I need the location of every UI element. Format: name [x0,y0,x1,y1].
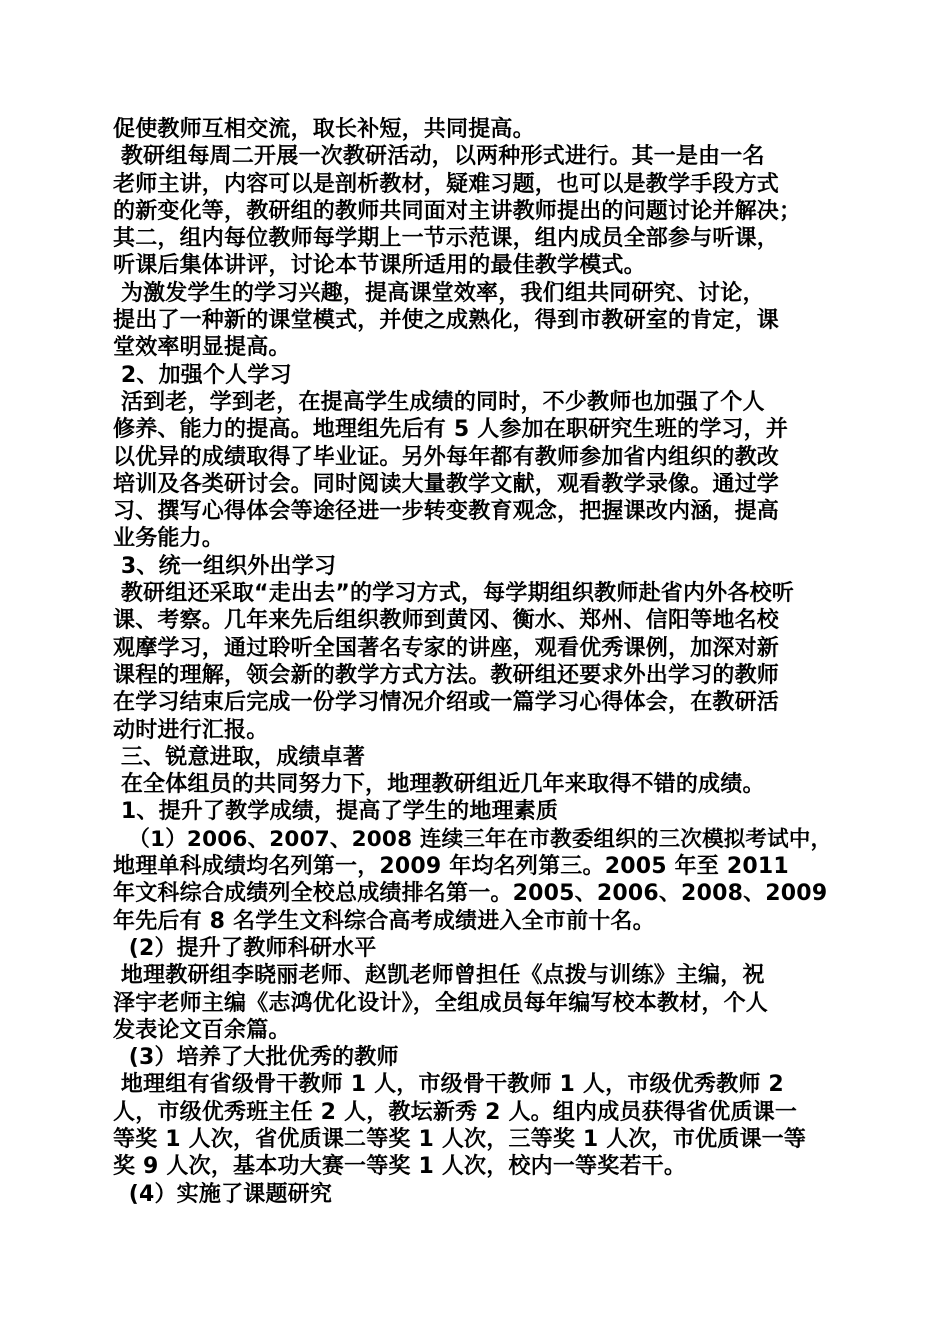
section-heading: (3）培养了大批优秀的教师 [113,1045,399,1071]
text-line: 为激发学生的学习兴趣，提高课堂效率，我们组共同研究、讨论， [113,280,765,306]
text-line: 促使教师互相交流，取长补短，共同提高。 [113,117,535,142]
text-line: （1）2006、2007、2008 连续三年在市教委组织的三次模拟考试中， [113,826,833,852]
text-line: 教研组还采取“走出去”的学习方式，每学期组织教师赴省内外各校听 [113,581,794,607]
text-line: 其二，组内每位教师每学期上一节示范课，组内成员全部参与听课， [113,226,780,252]
section-heading: (4）实施了课题研究 [113,1181,333,1207]
text-line: 业务能力。 [113,526,225,552]
text-line: 的新变化等，教研组的教师共同面对主讲教师提出的问题讨论并解决； [113,198,802,224]
text-line: 习、撰写心得体会等途径进一步转变教育观念，把握课改内涵，提高 [113,499,780,525]
section-heading: (2）提升了教师科研水平 [113,935,377,961]
text-line: 活到老，学到老，在提高学生成绩的同时，不少教师也加强了个人 [113,389,765,415]
text-line: 地理教研组李晓丽老师、赵凯老师曾担任《点拨与训练》主编，祝 [113,963,765,989]
text-line: 在全体组员的共同努力下，地理教研组近几年来取得不错的成绩。 [113,772,765,798]
section-heading: 1、提升了教学成绩，提高了学生的地理素质 [113,799,559,825]
section-heading: 3、统一组织外出学习 [113,553,337,579]
text-line: 年先后有 8 名学生文科综合高考成绩进入全市前十名。 [113,908,655,934]
section-heading: 三、锐意进取，成绩卓著 [113,744,366,770]
text-line: 动时进行汇报。 [113,717,269,743]
text-line: 老师主讲，内容可以是剖析教材，疑难习题，也可以是教学手段方式 [113,171,780,197]
text-line: 发表论文百余篇。 [113,1017,291,1043]
text-line: 培训及各类研讨会。同时阅读大量教学文献，观看教学录像。通过学 [113,471,780,497]
text-line: 年文科综合成绩列全校总成绩排名第一。2005、2006、2008、2009 [113,881,828,907]
text-line: 提出了一种新的课堂模式，并使之成熟化，得到市教研室的肯定，课 [113,308,780,334]
text-line: 在学习结束后完成一份学习情况介绍或一篇学习心得体会，在教研活 [113,690,780,716]
text-line: 听课后集体讲评，讨论本节课所适用的最佳教学模式。 [113,253,646,279]
text-line: 课、考察。几年来先后组织教师到黄冈、衡水、郑州、信阳等地名校 [113,608,780,634]
text-line: 以优异的成绩取得了毕业证。另外每年都有教师参加省内组织的教改 [113,444,780,470]
text-line: 地理组有省级骨干教师 1 人，市级骨干教师 1 人，市级优秀教师 2 [113,1072,784,1098]
text-line: 泽宇老师主编《志鸿优化设计》，全组成员每年编写校本教材，个人 [113,990,769,1016]
text-line: 课程的理解，领会新的教学方式方法。教研组还要求外出学习的教师 [113,662,780,688]
text-line: 教研组每周二开展一次教研活动，以两种形式进行。其一是由一名 [113,144,765,170]
text-line: 地理单科成绩均名列第一，2009 年均名列第三。2005 年至 2011 [113,854,789,880]
text-line: 奖 9 人次，基本功大赛一等奖 1 人次，校内一等奖若干。 [113,1154,687,1180]
document-body [113,116,843,1208]
text-line: 等奖 1 人次，省优质课二等奖 1 人次，三等奖 1 人次，市优质课一等 [113,1126,807,1152]
text-line: 堂效率明显提高。 [113,335,291,361]
text-line: 修养、能力的提高。地理组先后有 5 人参加在职研究生班的学习，并 [113,417,789,443]
section-heading: 2、加强个人学习 [113,362,292,388]
text-line: 观摩学习，通过聆听全国著名专家的讲座，观看优秀课例，加深对新 [113,635,780,661]
text-line: 人，市级优秀班主任 2 人，教坛新秀 2 人。组内成员获得省优质课一 [113,1099,798,1125]
